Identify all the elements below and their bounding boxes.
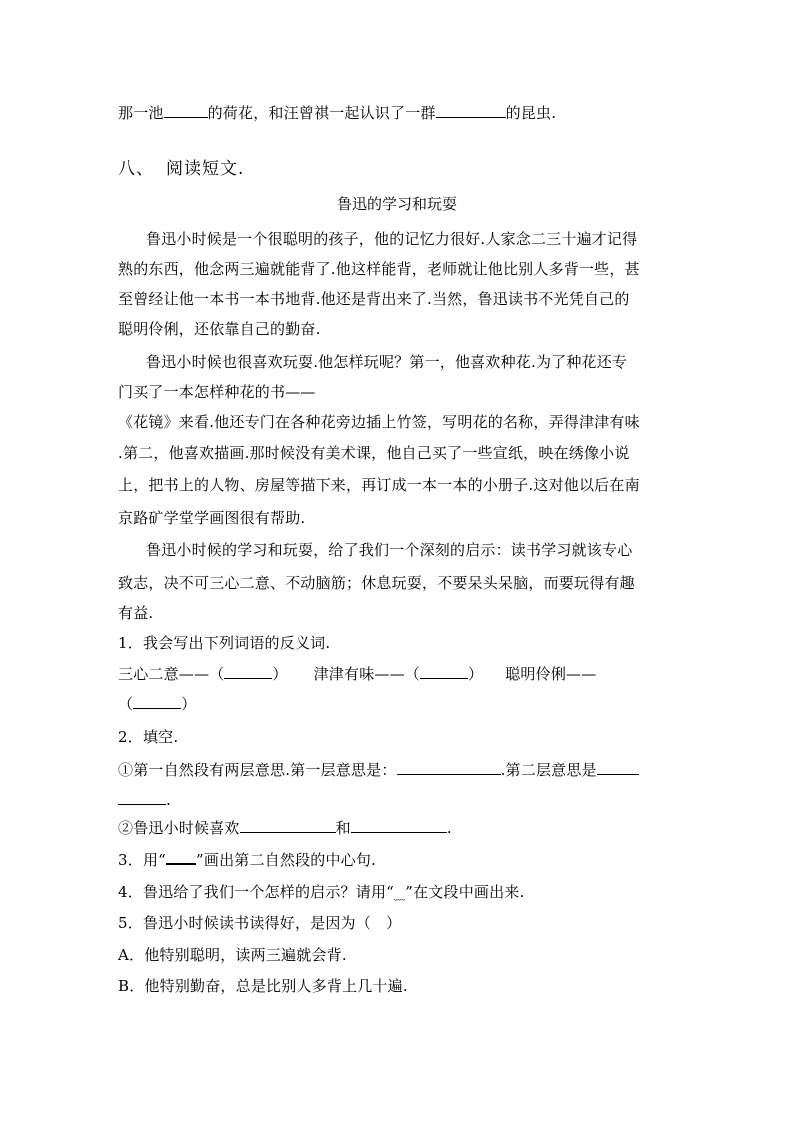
q1-word-3-end: ） [181,695,197,713]
section-8-heading [118,159,678,179]
passage-line: 至曾经让他一本书一本书地背.他还是背出来了.当然，鲁迅读书不光凭自己的 [118,290,630,308]
q2-a-blank-1[interactable] [397,760,501,775]
q5-option-a[interactable]: A．他特别聪明，读两三遍就会背. [118,946,347,964]
passage-line: 鲁迅小时候的学习和玩耍，给了我们一个深刻的启示：读书学习就该专心 [146,541,633,559]
straight-underline-mark [166,851,196,865]
q2-b-end: . [446,819,452,837]
q1-word-3: 聪明伶俐—— [505,665,597,683]
q2-a-blank-2-cont[interactable] [118,790,166,805]
q7-text-a: 那一池 [118,104,164,122]
passage-title: 鲁迅的学习和玩耍 [336,195,457,213]
section-title: 阅读短文. [166,159,245,179]
passage-line: 京路矿学堂学画图很有帮助. [118,509,306,527]
q2-b-mid: 和 [335,819,351,837]
q1-words-line-2 [118,694,678,714]
q7-tail-line [118,103,678,123]
passage-line: 门买了一本怎样种花的书—— [118,383,316,401]
passage-line: 熟的东西，他念两三遍就能背了.他这样能背，老师就让他比别人多背一些，甚 [118,260,640,278]
q2-b-line [118,818,678,838]
q2-b-start: ②鲁迅小时候喜欢 [118,819,240,837]
q4-start: 4．鲁迅给了我们一个怎样的启示？请用“ [118,883,395,901]
q1-stem: 1．我会写出下列词语的反义词. [118,634,331,652]
q1-word-2: 津津有味——（ [313,665,421,683]
passage-line: 鲁迅小时候是一个很聪明的孩子，他的记忆力很好.人家念二三十遍才记得 [146,230,638,248]
q1-word-2-end: ） [468,665,484,683]
q2-a-line [118,760,678,780]
q7-blank-2[interactable] [436,103,506,118]
q2-a-line-2 [118,790,678,810]
q1-word-1-end: ） [272,665,288,683]
q1-blank-2[interactable] [420,664,468,679]
q3-start: 3．用“ [118,851,167,869]
passage-line: 聪明伶俐，还依靠自己的勤奋. [118,320,321,338]
q2-a-start: ①第一自然段有两层意思.第一层意思是： [118,761,397,779]
q2-stem: 2．填空. [118,728,179,746]
passage-line: 有益. [118,604,154,622]
passage-line: 致志，决不可三心二意、不动脑筋；休息玩耍，不要呆头呆脑，而要玩得有趣 [118,574,635,592]
q1-word-3-open: （ [118,695,134,713]
q4-end: ”在文段中画出来. [405,883,525,901]
q1-words-line [118,664,678,684]
q7-text-b: 的荷花，和汪曾祺一起认识了一群 [207,104,436,122]
q5-option-b[interactable]: B．他特别勤奋，总是比别人多背上几十遍. [118,977,408,995]
q2-b-blank-1[interactable] [240,818,336,833]
wavy-line-mark: ﹏ [394,889,406,902]
q7-blank-1[interactable] [164,103,208,118]
q1-word-1: 三心二意——（ [118,665,225,683]
q2-a-end: . [166,791,171,809]
passage-line: 鲁迅小时候也很喜欢玩耍.他怎样玩呢？第一，他喜欢种花.为了种花还专 [146,353,628,371]
passage-line: .第二，他喜欢描画.那时候没有美术课，他自己买了一些宣纸，映在绣像小说 [118,444,630,462]
q5-stem: 5．鲁迅小时候读书读得好，是因为（ ） [118,914,402,932]
q3-end: ”画出第二自然段的中心句. [196,851,377,869]
q2-b-blank-2[interactable] [351,818,447,833]
q2-a-mid: .第二层意思是 [500,761,597,779]
q1-blank-1[interactable] [224,664,272,679]
passage-line: 《花镜》来看.他还专门在各种花旁边插上竹签，写明花的名称，弄得津津有味 [118,413,640,431]
q1-blank-3[interactable] [133,694,181,709]
section-number: 八、 [118,159,154,179]
q4-line [118,882,678,906]
q7-text-c: 的昆虫. [505,104,557,122]
q2-a-blank-2[interactable] [597,760,639,775]
passage-line: 上，把书上的人物、房屋等描下来，再订成一本一本的小册子.这对他以后在南 [118,476,640,494]
q3-line [118,850,678,870]
